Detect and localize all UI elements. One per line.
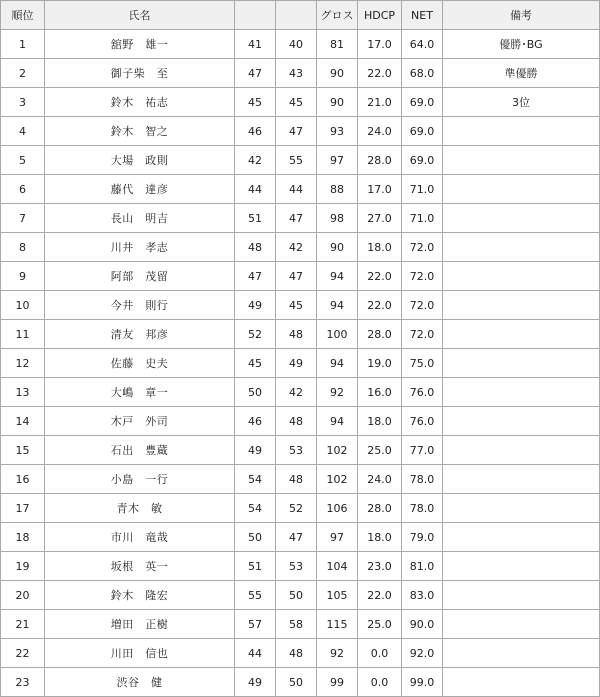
cell-remarks — [443, 407, 600, 436]
table-row — [1, 465, 600, 494]
cell-out: 47 — [235, 59, 276, 88]
cell-out: 51 — [235, 204, 276, 233]
cell-in: 55 — [276, 146, 317, 175]
cell-rank: 12 — [1, 349, 45, 378]
cell-rank: 3 — [1, 88, 45, 117]
cell-remarks — [443, 320, 600, 349]
cell-net: 69.0 — [402, 146, 443, 175]
table-row — [1, 59, 600, 88]
cell-out: 48 — [235, 233, 276, 262]
cell-out: 47 — [235, 262, 276, 291]
cell-in: 48 — [276, 639, 317, 668]
cell-in: 44 — [276, 175, 317, 204]
cell-remarks — [443, 349, 600, 378]
cell-remarks — [443, 523, 600, 552]
cell-rank: 5 — [1, 146, 45, 175]
cell-hdcp: 22.0 — [358, 262, 402, 291]
cell-out: 51 — [235, 552, 276, 581]
cell-name: 川田 信也 — [45, 639, 235, 668]
cell-gross: 94 — [317, 262, 358, 291]
cell-hdcp: 25.0 — [358, 436, 402, 465]
cell-hdcp: 17.0 — [358, 175, 402, 204]
cell-hdcp: 25.0 — [358, 610, 402, 639]
cell-out: 50 — [235, 523, 276, 552]
cell-in: 40 — [276, 30, 317, 59]
cell-gross: 104 — [317, 552, 358, 581]
table-row — [1, 610, 600, 639]
cell-gross: 98 — [317, 204, 358, 233]
cell-name: 川井 孝志 — [45, 233, 235, 262]
table-row — [1, 639, 600, 668]
cell-net: 69.0 — [402, 88, 443, 117]
cell-net: 99.0 — [402, 668, 443, 697]
cell-hdcp: 24.0 — [358, 465, 402, 494]
cell-out: 46 — [235, 117, 276, 146]
cell-hdcp: 28.0 — [358, 146, 402, 175]
cell-gross: 94 — [317, 407, 358, 436]
cell-net: 76.0 — [402, 378, 443, 407]
cell-out: 55 — [235, 581, 276, 610]
table-row — [1, 291, 600, 320]
cell-out: 44 — [235, 175, 276, 204]
cell-gross: 92 — [317, 378, 358, 407]
cell-remarks — [443, 494, 600, 523]
cell-net: 68.0 — [402, 59, 443, 88]
cell-name: 渋谷 健 — [45, 668, 235, 697]
cell-out: 54 — [235, 465, 276, 494]
cell-remarks — [443, 639, 600, 668]
cell-in: 52 — [276, 494, 317, 523]
cell-in: 42 — [276, 233, 317, 262]
cell-rank: 11 — [1, 320, 45, 349]
cell-remarks — [443, 610, 600, 639]
cell-name: 大場 政則 — [45, 146, 235, 175]
table-row — [1, 523, 600, 552]
table-row — [1, 552, 600, 581]
cell-gross: 81 — [317, 30, 358, 59]
cell-name: 鈴木 智之 — [45, 117, 235, 146]
cell-rank: 14 — [1, 407, 45, 436]
cell-rank: 15 — [1, 436, 45, 465]
cell-net: 69.0 — [402, 117, 443, 146]
cell-in: 48 — [276, 407, 317, 436]
cell-out: 46 — [235, 407, 276, 436]
header-rank: 順位 — [1, 1, 45, 30]
cell-remarks — [443, 668, 600, 697]
cell-rank: 18 — [1, 523, 45, 552]
cell-gross: 90 — [317, 59, 358, 88]
cell-gross: 97 — [317, 523, 358, 552]
cell-remarks — [443, 262, 600, 291]
table-row — [1, 262, 600, 291]
cell-gross: 102 — [317, 465, 358, 494]
header-out — [235, 1, 276, 30]
cell-rank: 10 — [1, 291, 45, 320]
cell-net: 78.0 — [402, 494, 443, 523]
cell-out: 54 — [235, 494, 276, 523]
cell-hdcp: 19.0 — [358, 349, 402, 378]
cell-in: 58 — [276, 610, 317, 639]
cell-in: 49 — [276, 349, 317, 378]
cell-gross: 88 — [317, 175, 358, 204]
cell-rank: 6 — [1, 175, 45, 204]
cell-name: 清友 邦彦 — [45, 320, 235, 349]
cell-hdcp: 0.0 — [358, 639, 402, 668]
cell-out: 52 — [235, 320, 276, 349]
cell-name: 佐藤 史夫 — [45, 349, 235, 378]
header-remarks: 備考 — [443, 1, 600, 30]
cell-in: 47 — [276, 117, 317, 146]
header-in — [276, 1, 317, 30]
cell-in: 45 — [276, 291, 317, 320]
cell-gross: 93 — [317, 117, 358, 146]
table-row — [1, 146, 600, 175]
table-row — [1, 204, 600, 233]
table-row — [1, 320, 600, 349]
cell-name: 増田 正樹 — [45, 610, 235, 639]
cell-in: 50 — [276, 668, 317, 697]
cell-net: 77.0 — [402, 436, 443, 465]
cell-remarks — [443, 465, 600, 494]
cell-in: 47 — [276, 204, 317, 233]
cell-rank: 20 — [1, 581, 45, 610]
cell-hdcp: 17.0 — [358, 30, 402, 59]
table-row — [1, 581, 600, 610]
cell-in: 53 — [276, 436, 317, 465]
header-hdcp: HDCP — [358, 1, 402, 30]
cell-remarks — [443, 581, 600, 610]
cell-gross: 92 — [317, 639, 358, 668]
cell-net: 79.0 — [402, 523, 443, 552]
cell-rank: 9 — [1, 262, 45, 291]
cell-rank: 13 — [1, 378, 45, 407]
cell-rank: 17 — [1, 494, 45, 523]
cell-rank: 1 — [1, 30, 45, 59]
cell-remarks — [443, 552, 600, 581]
cell-hdcp: 21.0 — [358, 88, 402, 117]
cell-hdcp: 27.0 — [358, 204, 402, 233]
cell-gross: 90 — [317, 88, 358, 117]
cell-remarks — [443, 436, 600, 465]
cell-in: 47 — [276, 262, 317, 291]
cell-hdcp: 28.0 — [358, 494, 402, 523]
cell-out: 50 — [235, 378, 276, 407]
cell-name: 藤代 達彦 — [45, 175, 235, 204]
cell-rank: 4 — [1, 117, 45, 146]
cell-net: 78.0 — [402, 465, 443, 494]
cell-hdcp: 23.0 — [358, 552, 402, 581]
header-name: 氏名 — [45, 1, 235, 30]
header-row — [1, 1, 600, 30]
table-row — [1, 494, 600, 523]
cell-net: 71.0 — [402, 204, 443, 233]
cell-hdcp: 22.0 — [358, 581, 402, 610]
cell-net: 75.0 — [402, 349, 443, 378]
cell-remarks — [443, 204, 600, 233]
cell-hdcp: 0.0 — [358, 668, 402, 697]
cell-rank: 19 — [1, 552, 45, 581]
cell-rank: 2 — [1, 59, 45, 88]
cell-in: 45 — [276, 88, 317, 117]
cell-net: 90.0 — [402, 610, 443, 639]
cell-out: 42 — [235, 146, 276, 175]
cell-net: 72.0 — [402, 233, 443, 262]
table-row — [1, 88, 600, 117]
cell-name: 石出 豊蔵 — [45, 436, 235, 465]
cell-name: 坂根 英一 — [45, 552, 235, 581]
cell-gross: 97 — [317, 146, 358, 175]
cell-name: 舘野 雄一 — [45, 30, 235, 59]
cell-hdcp: 16.0 — [358, 378, 402, 407]
cell-name: 鈴木 祐志 — [45, 88, 235, 117]
cell-out: 49 — [235, 436, 276, 465]
cell-out: 49 — [235, 668, 276, 697]
cell-remarks — [443, 233, 600, 262]
cell-hdcp: 18.0 — [358, 523, 402, 552]
cell-out: 45 — [235, 88, 276, 117]
cell-in: 43 — [276, 59, 317, 88]
cell-name: 御子柴 至 — [45, 59, 235, 88]
header-gross: グロス — [317, 1, 358, 30]
cell-hdcp: 28.0 — [358, 320, 402, 349]
cell-gross: 105 — [317, 581, 358, 610]
cell-name: 今井 則行 — [45, 291, 235, 320]
table-row — [1, 668, 600, 697]
cell-rank: 7 — [1, 204, 45, 233]
cell-name: 青木 敏 — [45, 494, 235, 523]
cell-gross: 99 — [317, 668, 358, 697]
table-row — [1, 117, 600, 146]
cell-in: 48 — [276, 465, 317, 494]
cell-in: 47 — [276, 523, 317, 552]
cell-rank: 16 — [1, 465, 45, 494]
cell-name: 小島 一行 — [45, 465, 235, 494]
cell-name: 木戸 外司 — [45, 407, 235, 436]
cell-remarks — [443, 117, 600, 146]
cell-in: 48 — [276, 320, 317, 349]
cell-name: 阿部 茂留 — [45, 262, 235, 291]
cell-gross: 115 — [317, 610, 358, 639]
cell-remarks: 優勝･BG — [443, 30, 600, 59]
cell-remarks — [443, 146, 600, 175]
cell-net: 83.0 — [402, 581, 443, 610]
cell-gross: 94 — [317, 349, 358, 378]
table-row — [1, 175, 600, 204]
cell-net: 64.0 — [402, 30, 443, 59]
cell-hdcp: 18.0 — [358, 233, 402, 262]
cell-remarks — [443, 291, 600, 320]
cell-in: 50 — [276, 581, 317, 610]
cell-net: 71.0 — [402, 175, 443, 204]
cell-net: 92.0 — [402, 639, 443, 668]
cell-remarks — [443, 378, 600, 407]
cell-net: 72.0 — [402, 262, 443, 291]
cell-hdcp: 22.0 — [358, 59, 402, 88]
table-row — [1, 30, 600, 59]
cell-name: 長山 明吉 — [45, 204, 235, 233]
table-row — [1, 407, 600, 436]
cell-in: 53 — [276, 552, 317, 581]
table-row — [1, 378, 600, 407]
cell-hdcp: 24.0 — [358, 117, 402, 146]
cell-name: 大嶋 章一 — [45, 378, 235, 407]
cell-hdcp: 18.0 — [358, 407, 402, 436]
cell-hdcp: 22.0 — [358, 291, 402, 320]
cell-net: 76.0 — [402, 407, 443, 436]
cell-rank: 23 — [1, 668, 45, 697]
cell-name: 市川 竜哉 — [45, 523, 235, 552]
cell-gross: 90 — [317, 233, 358, 262]
cell-rank: 22 — [1, 639, 45, 668]
cell-remarks: 準優勝 — [443, 59, 600, 88]
cell-out: 44 — [235, 639, 276, 668]
cell-out: 41 — [235, 30, 276, 59]
table-row — [1, 436, 600, 465]
cell-remarks: 3位 — [443, 88, 600, 117]
table-row — [1, 349, 600, 378]
cell-out: 57 — [235, 610, 276, 639]
cell-rank: 8 — [1, 233, 45, 262]
cell-in: 42 — [276, 378, 317, 407]
cell-net: 72.0 — [402, 320, 443, 349]
cell-gross: 106 — [317, 494, 358, 523]
cell-remarks — [443, 175, 600, 204]
cell-out: 49 — [235, 291, 276, 320]
cell-gross: 102 — [317, 436, 358, 465]
header-net: NET — [402, 1, 443, 30]
cell-gross: 94 — [317, 291, 358, 320]
cell-out: 45 — [235, 349, 276, 378]
cell-name: 鈴木 隆宏 — [45, 581, 235, 610]
cell-net: 81.0 — [402, 552, 443, 581]
table-row — [1, 233, 600, 262]
cell-gross: 100 — [317, 320, 358, 349]
cell-rank: 21 — [1, 610, 45, 639]
cell-net: 72.0 — [402, 291, 443, 320]
